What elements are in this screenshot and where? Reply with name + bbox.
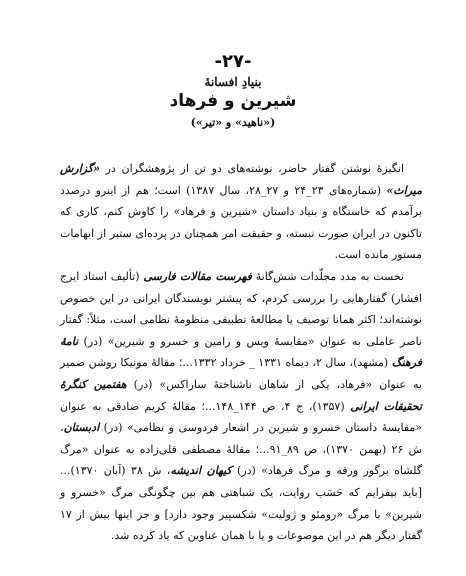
chapter-subtitle: بنیادِ افسانهٔ	[204, 75, 262, 89]
journal-title-gozaresh-miras: «گزارش میراث»	[60, 162, 422, 197]
paragraph-2-text-4: (۱۳۵۷)، ج ۴، ص ۱۴۴_۱۴۸...؛ مقالهٔ کریم صادقی به عنوان «مقایسهٔ داستان خسرو و شیرین در اشعار فردوسی و نظامی» (در)	[60, 399, 422, 435]
paragraph-2-text-1: نخست به مدد مجلّدات شش‌گانهٔ	[251, 269, 404, 283]
book-title-fehrest: فهرست مقالات فارسی	[143, 269, 252, 283]
paragraph-1	[60, 158, 422, 266]
journal-title-name-farhang: نامهٔ فرهنگ	[60, 334, 423, 370]
paragraph-2-text-2: (تألیف استاد ایرج افشار) گفتارهایی را بررسی کردم، که پیشتر نویسندگان ایرانی در این خصوص نوشته‌اند؛ اکثر همانا توصیف یا مطالعهٔ تطبیقی منظومهٔ نظامی است، مثلاً: گفتار ناصر عاملی به عنوان «مقایسهٔ ویس و رامین و خسرو و شیرین» (در)	[60, 269, 422, 348]
chapter-subtitle-secondary: («ناهید» و «تیر»)	[190, 116, 276, 129]
journal-title-kongreh: هفتمین کنگرهٔ تحقیقات ایرانی	[60, 377, 422, 413]
chapter-number: -۲۷-	[214, 51, 252, 72]
chapter-title: شیرین و فرهاد	[169, 91, 297, 111]
paragraph-1-text-2: (شماره‌های ۲۳_۲۴ و ۲۷_۲۸، سال ۱۳۸۷) است؛ هم از اینرو درصدد برآمدم که خاستگاه و بنیاد داستان «شیرین و فرهاد» را کاوش کنم، کاری که تاکنون در ایران صورت نبسته، و حقیقت امر همچنان در پرده‌ای ستبر از ابهامات مستور مانده است.	[60, 183, 422, 262]
article-body	[60, 158, 422, 547]
paragraph-2	[60, 266, 422, 547]
journal-title-adabestan: ادبستان	[63, 421, 100, 435]
paragraph-2-text-6: ، ش ۳۸ (آبان ۱۳۷۰)... [باید بیفزایم که حَسَب روایت، یک شباهتی هم بین چگونگی مرگ «خسرو و شیرین» با مرگ «رومئو و ژولیت» شکسپیر وجود دارد] و جز اینها بیش از ۱۷ گفتار دیگر هم در این موضوعات و یا با همان عناوین که یاد کرده شد.	[60, 464, 422, 543]
paragraph-2-text-3: (مشهد)، سال ۲، دیماه ۱۳۳۱ _ خرداد ۱۳۳۲...؛ مقالهٔ مونیکا روشن ضمیر به عنوان «فرهاد، یکی از شاهان ناشناختهٔ ساراکس» (در)	[60, 356, 423, 391]
paragraph-1-text-1: انگیزهٔ نوشتن گفتار حاضر، نوشته‌های دو تن از پژوهشگران در	[99, 162, 404, 175]
journal-title-keyhan: کیهان اندیشه	[170, 464, 232, 478]
chapter-header	[0, 52, 466, 130]
paragraph-2-text-5: ، ش ۲۶ (بهمن ۱۳۷۰)، ص ۸۹_۹۱...؛ مقالهٔ مصطفی قلی‌زاده به عنوان «مرگ گلشاه برگور ورقه و مرگ فرهاد» (در)	[60, 421, 422, 478]
